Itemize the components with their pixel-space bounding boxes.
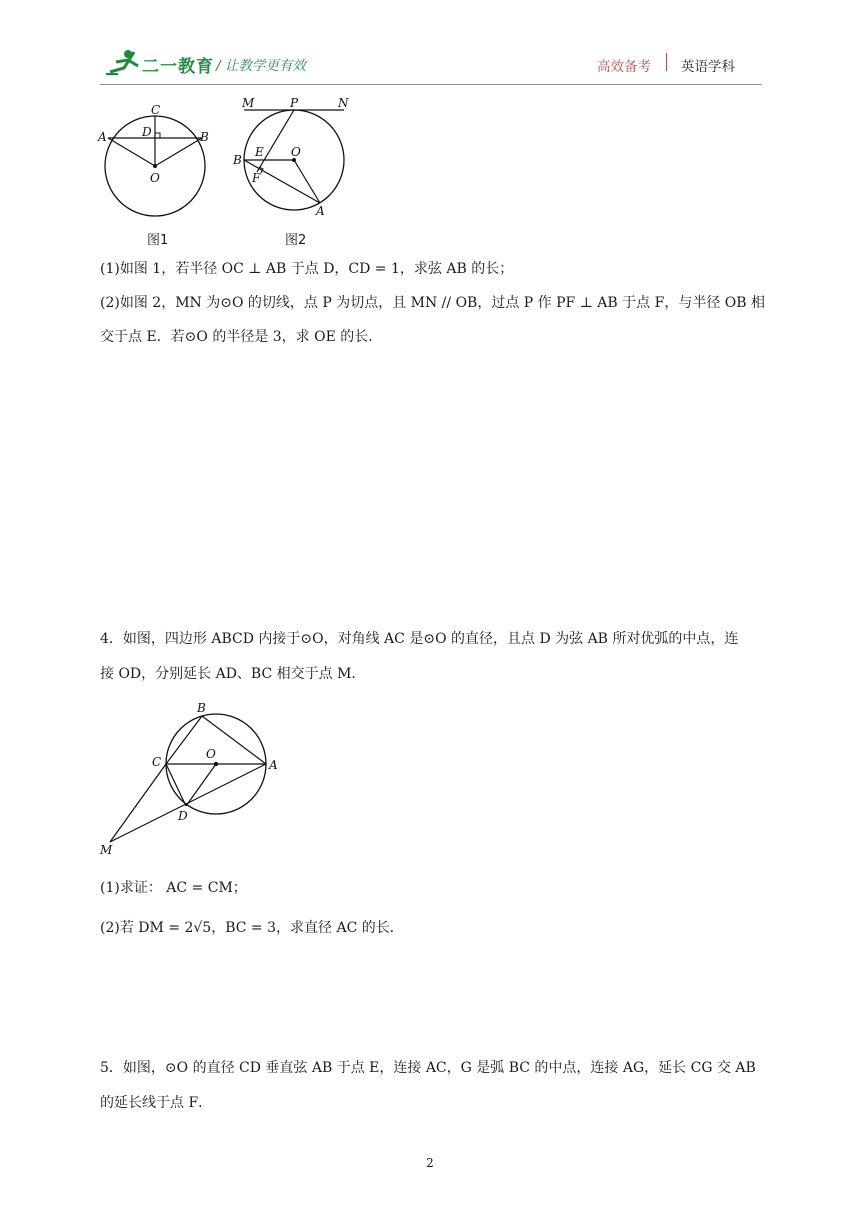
q4-line-cd — [166, 764, 186, 806]
q4-line-od — [186, 764, 216, 806]
fig2-label-f: F — [252, 171, 261, 185]
fig2-line-pf — [257, 110, 294, 172]
q5-stem-line2: 的延长线于点 F． — [100, 1095, 213, 1111]
q4-label-d: D — [178, 809, 188, 823]
fig1-caption: 图1 — [147, 233, 169, 248]
fig2-caption: 图2 — [285, 233, 307, 248]
header-rule — [100, 84, 762, 85]
q4-label-c: C — [152, 755, 162, 769]
brand-logo-icon — [104, 46, 144, 78]
figure-2 — [230, 96, 356, 220]
slogan: / 让教学更有效 — [216, 58, 306, 74]
q4-label-b: B — [197, 701, 206, 715]
fig2-label-a: A — [316, 204, 325, 218]
page-number: 2 — [426, 1156, 434, 1170]
q4-stem-line2: 接 OD，分别延长 AD、BC 相交于点 M． — [100, 666, 366, 682]
fig2-label-o: O — [291, 145, 301, 159]
q3-part2-line2: 交于点 E．若⊙O 的半径是 3，求 OE 的长． — [100, 329, 383, 345]
header-label-subject: 英语学科 — [681, 59, 735, 75]
fig1-label-a: A — [98, 130, 107, 144]
fig2-label-p: P — [290, 96, 299, 110]
header-divider — [666, 53, 667, 71]
fig2-label-e: E — [255, 145, 264, 159]
q5-stem-line1: 5．如图，⊙O 的直径 CD 垂直弦 AB 于点 E，连接 AC，G 是弧 BC 的中点，连接 AG，延长 CG 交 AB — [100, 1060, 756, 1076]
q4-line-ma — [110, 764, 266, 842]
q3-part2-line1: (2)如图 2，MN 为⊙O 的切线，点 P 为切点，且 MN // OB，过点 P 作 PF ⊥ AB 于点 F，与半径 OB 相 — [100, 295, 765, 311]
q4-label-m: M — [100, 843, 113, 857]
q4-label-o: O — [206, 747, 216, 761]
figure-1 — [96, 100, 222, 224]
fig2-label-b: B — [233, 153, 242, 167]
fig1-label-b: B — [200, 130, 209, 144]
q4-part2: (2)若 DM = 2√5，BC = 3，求直径 AC 的长． — [100, 920, 404, 936]
q4-line-mc — [110, 764, 166, 842]
fig1-label-d: D — [142, 125, 152, 139]
q3-part1: (1)如图 1，若半径 OC ⊥ AB 于点 D，CD = 1，求弦 AB 的长； — [100, 261, 514, 277]
q4-stem-line1: 4．如图，四边形 ABCD 内接于⊙O，对角线 AC 是⊙O 的直径，且点 D 为弦 AB 所对优弧的中点，连 — [100, 631, 739, 647]
fig2-label-n: N — [338, 96, 349, 110]
fig1-line-ob — [155, 138, 202, 166]
q4-label-a: A — [269, 758, 278, 772]
figure-q4 — [96, 696, 286, 860]
fig1-label-c: C — [151, 103, 161, 117]
fig1-line-oa — [108, 138, 155, 166]
fig2-line-oa — [294, 160, 320, 203]
fig1-label-o: O — [150, 171, 160, 185]
brand-name: 二一教育 — [142, 57, 214, 77]
q4-part1: (1)求证： AC = CM； — [100, 880, 247, 896]
header-label-exam: 高效备考 — [597, 59, 651, 75]
fig2-label-m: M — [242, 96, 255, 110]
